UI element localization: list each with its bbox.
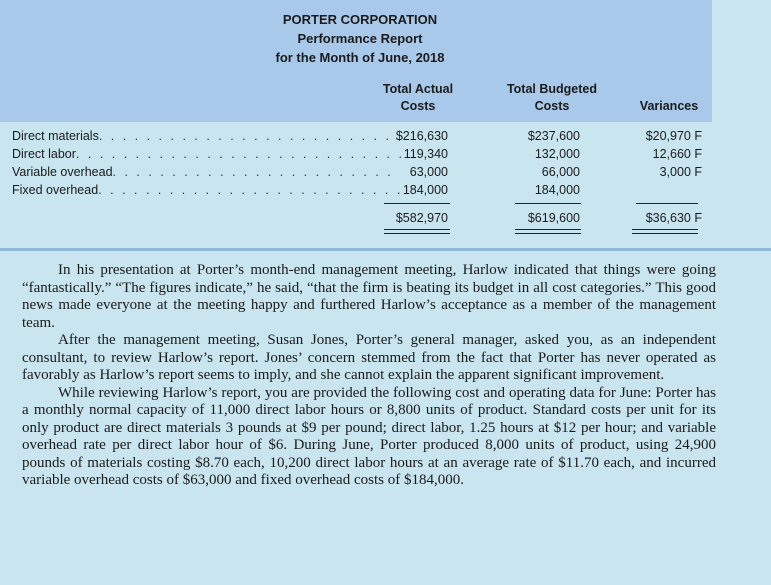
paragraph: In his presentation at Porter’s month-end management meeting, Harlow indicated that things were going “fantastically.” “The figures indicate,” he said, “that the firm is beating its budget in all cost categories.” This good news made everyone at the meeting happy and furthered Harlow’s acceptance as a member of the management team. [22,262,716,331]
report-period: for the Month of June, 2018 [275,50,445,65]
paragraph: After the management meeting, Susan Jones, Porter’s general manager, asked you, as an independent consultant, to review Harlow’s report. Jones’ concern stemmed from the fact that Porter has never operated as favorably as Harlow’s report seems to imply, and she cannot explain the apparent significant improvement. [22,332,716,383]
total-double-rule [632,229,698,234]
section-divider [0,248,771,251]
column-header-budgeted [496,81,608,115]
cell-budgeted: $237,600 [527,129,580,143]
cell-actual: 184,000 [402,183,448,197]
report-title: Performance Report [297,31,423,46]
cell-actual: 63,000 [409,165,448,179]
table-row-label [12,146,405,163]
table-row-label [12,128,392,145]
total-budgeted: $619,600 [527,211,580,225]
total-variance: $36,630 F [645,211,702,225]
column-header-actual [370,81,466,115]
subtotal-rule [636,203,698,204]
row-label-text: Direct materials [12,129,99,143]
table-row-label [12,182,403,199]
row-label-text: Variable overhead [12,165,113,179]
cell-variance: $20,970 F [645,129,702,143]
cell-actual: 119,340 [403,147,448,161]
cell-budgeted: 66,000 [541,165,580,179]
table-row-label [12,164,394,181]
total-double-rule [515,229,581,234]
column-header-actual-line1: Total Actual [382,82,454,96]
cell-actual: $216,630 [395,129,448,143]
cell-budgeted: 184,000 [534,183,580,197]
cell-variance: 12,660 F [652,147,702,161]
case-narrative [22,262,716,490]
subtotal-rule [515,203,581,204]
paragraph: While reviewing Harlow’s report, you are provided the following cost and operating data for June: Porter has a monthly normal capacity of 11,000 direct labor hours or 8,800 units of product. Standard costs per unit for its only product are direct materials 3 pounds at $9 per pound; direct labor, 1.25 hours at $12 per hour; and variable overhead rate per direct labor hour of $6. During June, Porter produced 8,000 units of product, using 24,900 pounds of materials costing $8.70 each, 10,200 direct labor hours at an average rate of $11.70 each, and incurred variable overhead costs of $63,000 and fixed overhead costs of $184,000. [22,384,716,488]
row-label-text: Direct labor [12,147,76,161]
subtotal-rule [384,203,450,204]
report-heading [230,10,490,67]
cell-budgeted: 132,000 [534,147,580,161]
leader-dots: . . . . . . . . . . . . . . . . . . . . . . . . [112,165,394,179]
column-header-budgeted-line2: Costs [534,99,570,113]
leader-dots: . . . . . . . . . . . . . . . . . . . . . . . . . . [98,183,403,197]
column-header-actual-line2: Costs [400,99,436,113]
column-header-variances: Variances [639,99,699,113]
company-name: PORTER CORPORATION [282,12,438,27]
total-actual: $582,970 [395,211,448,225]
total-double-rule [384,229,450,234]
leader-dots: . . . . . . . . . . . . . . . . . . . . . . . . . . . . [75,147,405,161]
row-label-text: Fixed overhead [12,183,99,197]
cell-variance: 3,000 F [659,165,702,179]
column-header-budgeted-line1: Total Budgeted [506,82,598,96]
leader-dots: . . . . . . . . . . . . . . . . . . . . . . . . . [98,129,392,143]
